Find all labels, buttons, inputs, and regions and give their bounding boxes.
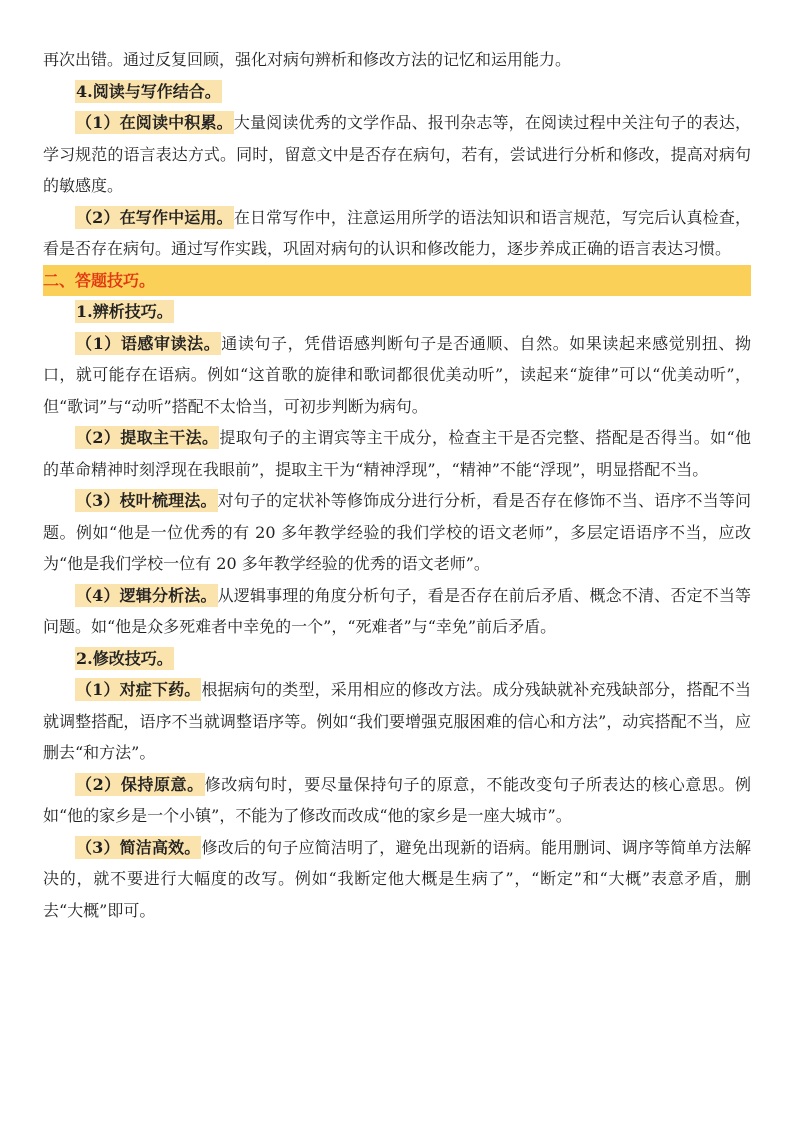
paragraph: [43, 76, 751, 108]
paragraph: [43, 44, 751, 76]
highlighted-heading: （2）提取主干法。: [76, 428, 219, 447]
highlighted-heading: （2）保持原意。: [76, 774, 204, 794]
text-run: 根据病句的类型，采用相应的修改方法。成分残缺就补充残缺部分，搭配不当就调整搭配，语序不当就调整语序等。例如“我们要增强克服困难的信心和方法”，动宾搭配不当，应删去“和方法”。: [43, 680, 751, 762]
highlighted-heading: （3）枝叶梳理法。: [76, 491, 217, 510]
paragraph: [43, 643, 751, 675]
highlighted-heading: 1.辨析技巧。: [76, 302, 173, 321]
text-run: 修改病句时，要尽量保持句子的原意，不能改变句子所表达的核心意思。例如“他的家乡是一个小镇”，不能为了修改而改成“他的家乡是一座大城市”。: [43, 774, 751, 825]
text-run: 在日常写作中，注意运用所学的语法知识和语言规范，写完后认真检查，看是否存在病句。通过写作实践，巩固对病句的认识和修改能力，逐步养成正确的语言表达习惯。: [43, 207, 751, 258]
paragraph: [43, 422, 751, 485]
paragraph: [43, 107, 751, 202]
text-run: 再次出错。通过反复回顾，强化对病句辨析和修改方法的记忆和运用能力。: [43, 50, 572, 69]
paragraph: [43, 580, 751, 643]
paragraph: [43, 485, 751, 580]
paragraph: [43, 202, 751, 265]
highlighted-heading: （1）在阅读中积累。: [76, 113, 233, 132]
text-run: 从逻辑事理的角度分析句子，看是否存在前后矛盾、概念不清、否定不当等问题。如“他是众多死难者中幸免的一个”，“死难者”与“幸免”前后矛盾。: [43, 585, 751, 636]
text-run: 大量阅读优秀的文学作品、报刊杂志等，在阅读过程中关注句子的表达，学习规范的语言表达方式。同时，留意文中是否存在病句，若有，尝试进行分析和修改，提高对病句的敏感度。: [43, 113, 751, 195]
text-run: 通读句子，凭借语感判断句子是否通顺、自然。如果读起来感觉别扭、拗口，就可能存在语病。例如“这首歌的旋律和歌词都很优美动听”，读起来“旋律”可以“优美动听”，但“歌词”与“动听”搭配不太恰当，可初步判断为病句。: [43, 333, 751, 416]
highlighted-heading: （1）对症下药。: [76, 680, 201, 699]
document-body: [43, 44, 751, 926]
highlighted-heading: （1）语感审读法。: [76, 333, 221, 353]
highlighted-heading: 4.阅读与写作结合。: [76, 81, 221, 101]
text-run: 修改后的句子应简洁明了，避免出现新的语病。能用删词、调序等简单方法解决的，就不要进行大幅度的改写。例如“我断定他大概是生病了”，“断定”和“大概”表意矛盾，删去“大概”即可。: [43, 837, 751, 920]
paragraph: [43, 296, 751, 328]
text-run: 二、答题技巧。: [43, 270, 156, 290]
paragraph: [43, 328, 751, 423]
highlighted-heading: （3）简洁高效。: [76, 837, 201, 857]
highlighted-heading: 2.修改技巧。: [76, 648, 173, 668]
highlighted-heading: （4）逻辑分析法。: [76, 585, 217, 605]
highlighted-heading: （2）在写作中运用。: [76, 207, 233, 227]
text-run: 提取句子的主谓宾等主干成分，检查主干是否完整、搭配是否得当。如“他的革命精神时刻浮现在我眼前”，提取主干为“精神浮现”，“精神”不能“浮现”，明显搭配不当。: [43, 428, 751, 479]
paragraph: [43, 674, 751, 769]
paragraph: [43, 832, 751, 927]
section-heading-bar: [43, 265, 751, 297]
text-run: 对句子的定状补等修饰成分进行分析，看是否存在修饰不当、语序不当等问题。例如“他是一位优秀的有 20 多年教学经验的我们学校的语文老师”，多层定语语序不当，应改为“他是我们学校一位有 20 多年教学经验的优秀的语文老师”。: [43, 491, 751, 573]
paragraph: [43, 769, 751, 832]
